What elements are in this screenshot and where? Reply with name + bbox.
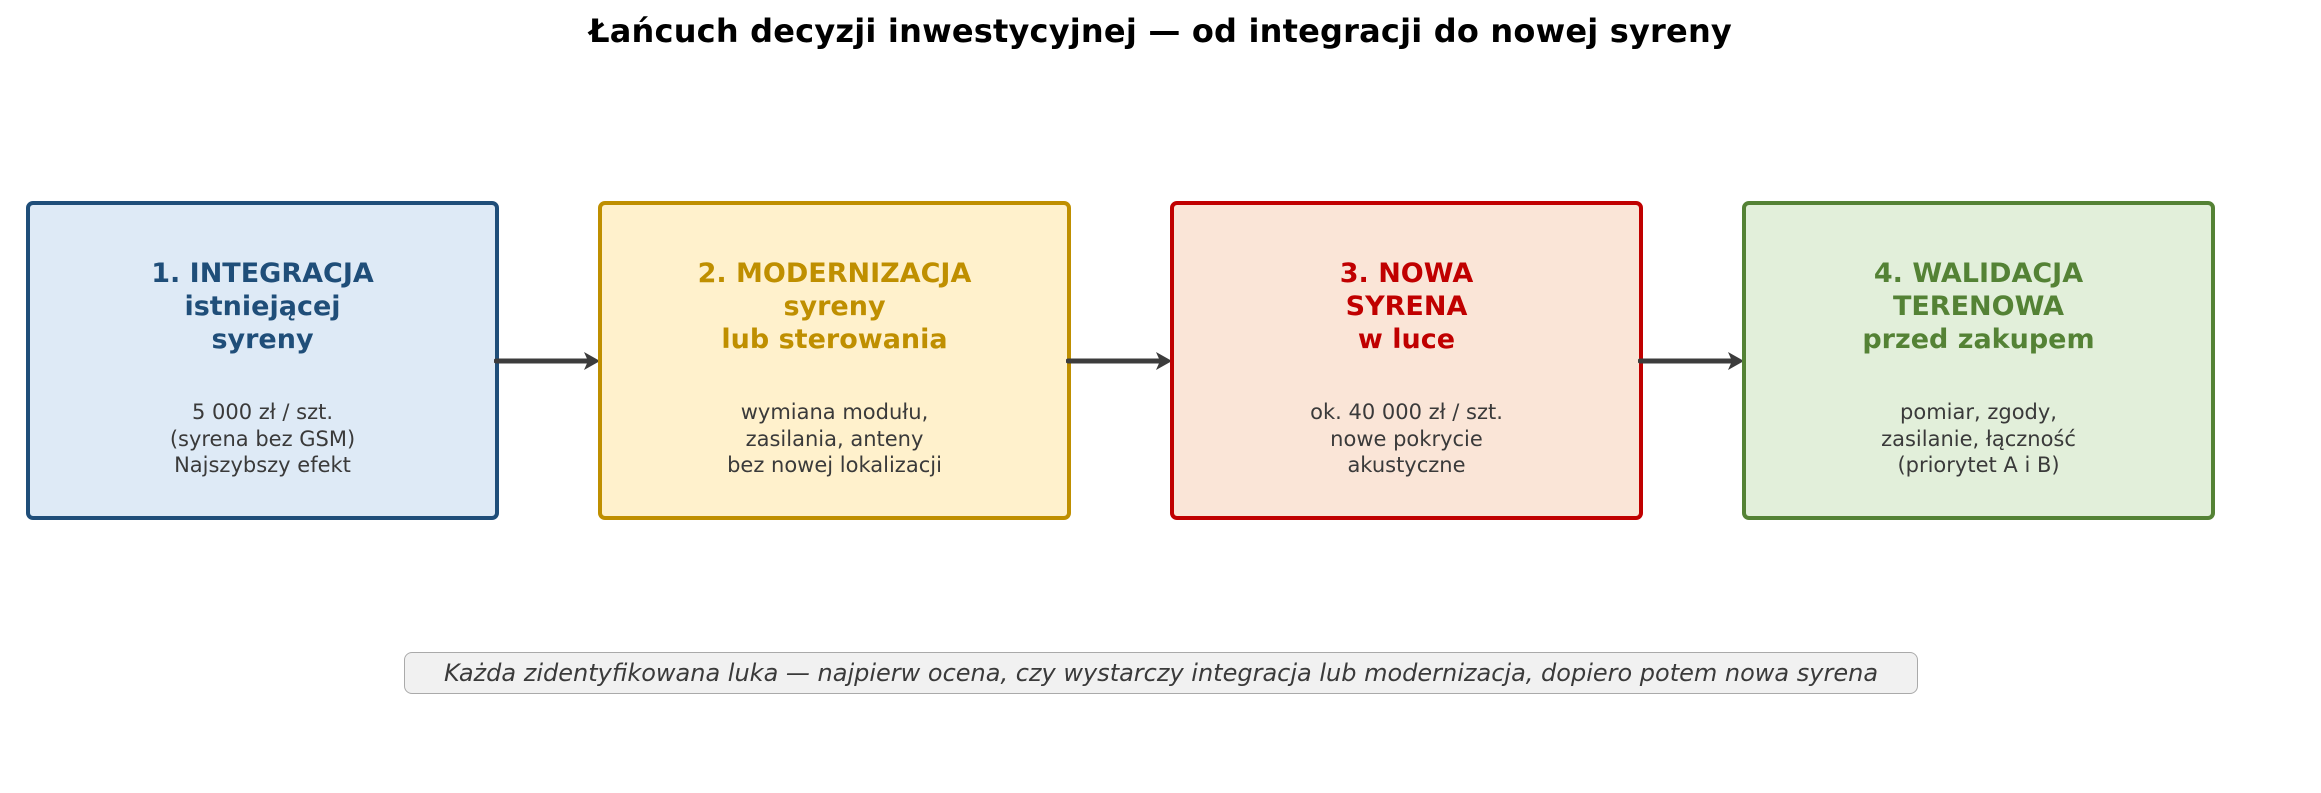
step-desc-line: pomiar, zgody,	[1900, 400, 2057, 424]
step-title-line: 1. INTEGRACJA	[151, 258, 374, 289]
flow-arrow-2	[1066, 346, 1176, 376]
step-desc-line: zasilanie, łączność	[1881, 426, 2076, 451]
step-description	[1746, 399, 2211, 479]
step-description	[1174, 399, 1639, 479]
step-box-new-siren	[1170, 201, 1643, 520]
step-title	[602, 257, 1067, 356]
footer-note: Każda zidentyfikowana luka — najpierw ocena, czy wystarczy integracja lub modernizacja, dopiero potem nowa syrena	[404, 652, 1918, 694]
step-title	[1746, 257, 2211, 356]
step-title-line: lub sterowania	[721, 324, 948, 355]
step-title-line: 2. MODERNIZACJA	[697, 258, 972, 289]
step-description	[30, 399, 495, 479]
step-desc-line: zasilania, anteny	[745, 426, 924, 451]
step-box-modernization	[598, 201, 1071, 520]
step-desc-line: akustyczne	[1347, 453, 1466, 477]
step-title-line: 3. NOWA	[1339, 258, 1474, 289]
step-title-line: syreny	[211, 324, 314, 355]
step-title-line: 4. WALIDACJA	[1873, 258, 2084, 289]
step-title-line: przed zakupem	[1862, 324, 2095, 355]
step-title-line: istniejącej	[184, 291, 341, 322]
step-desc-line: nowe pokrycie	[1330, 426, 1483, 451]
diagram-title: Łańcuch decyzji inwestycyjnej — od integracji do nowej syreny	[589, 12, 1732, 50]
step-desc-line: wymiana modułu,	[740, 400, 929, 424]
step-desc-line: 5 000 zł / szt.	[191, 400, 334, 424]
step-box-field-validation	[1742, 201, 2215, 520]
step-title-line: SYRENA	[1345, 291, 1468, 322]
step-title	[1174, 257, 1639, 356]
step-desc-line: Najszybszy efekt	[174, 453, 351, 477]
step-box-integration	[26, 201, 499, 520]
step-title-line: w luce	[1357, 324, 1456, 355]
step-title	[30, 257, 495, 356]
step-desc-line: (syrena bez GSM)	[169, 426, 356, 451]
step-title-line: syreny	[783, 291, 886, 322]
step-desc-line: ok. 40 000 zł / szt.	[1310, 400, 1503, 424]
step-title-line: TERENOWA	[1892, 291, 2065, 322]
step-description	[602, 399, 1067, 479]
flow-arrow-3	[1638, 346, 1748, 376]
step-desc-line: bez nowej lokalizacji	[727, 453, 942, 477]
step-desc-line: (priorytet A i B)	[1897, 453, 2060, 477]
flow-arrow-1	[494, 346, 604, 376]
